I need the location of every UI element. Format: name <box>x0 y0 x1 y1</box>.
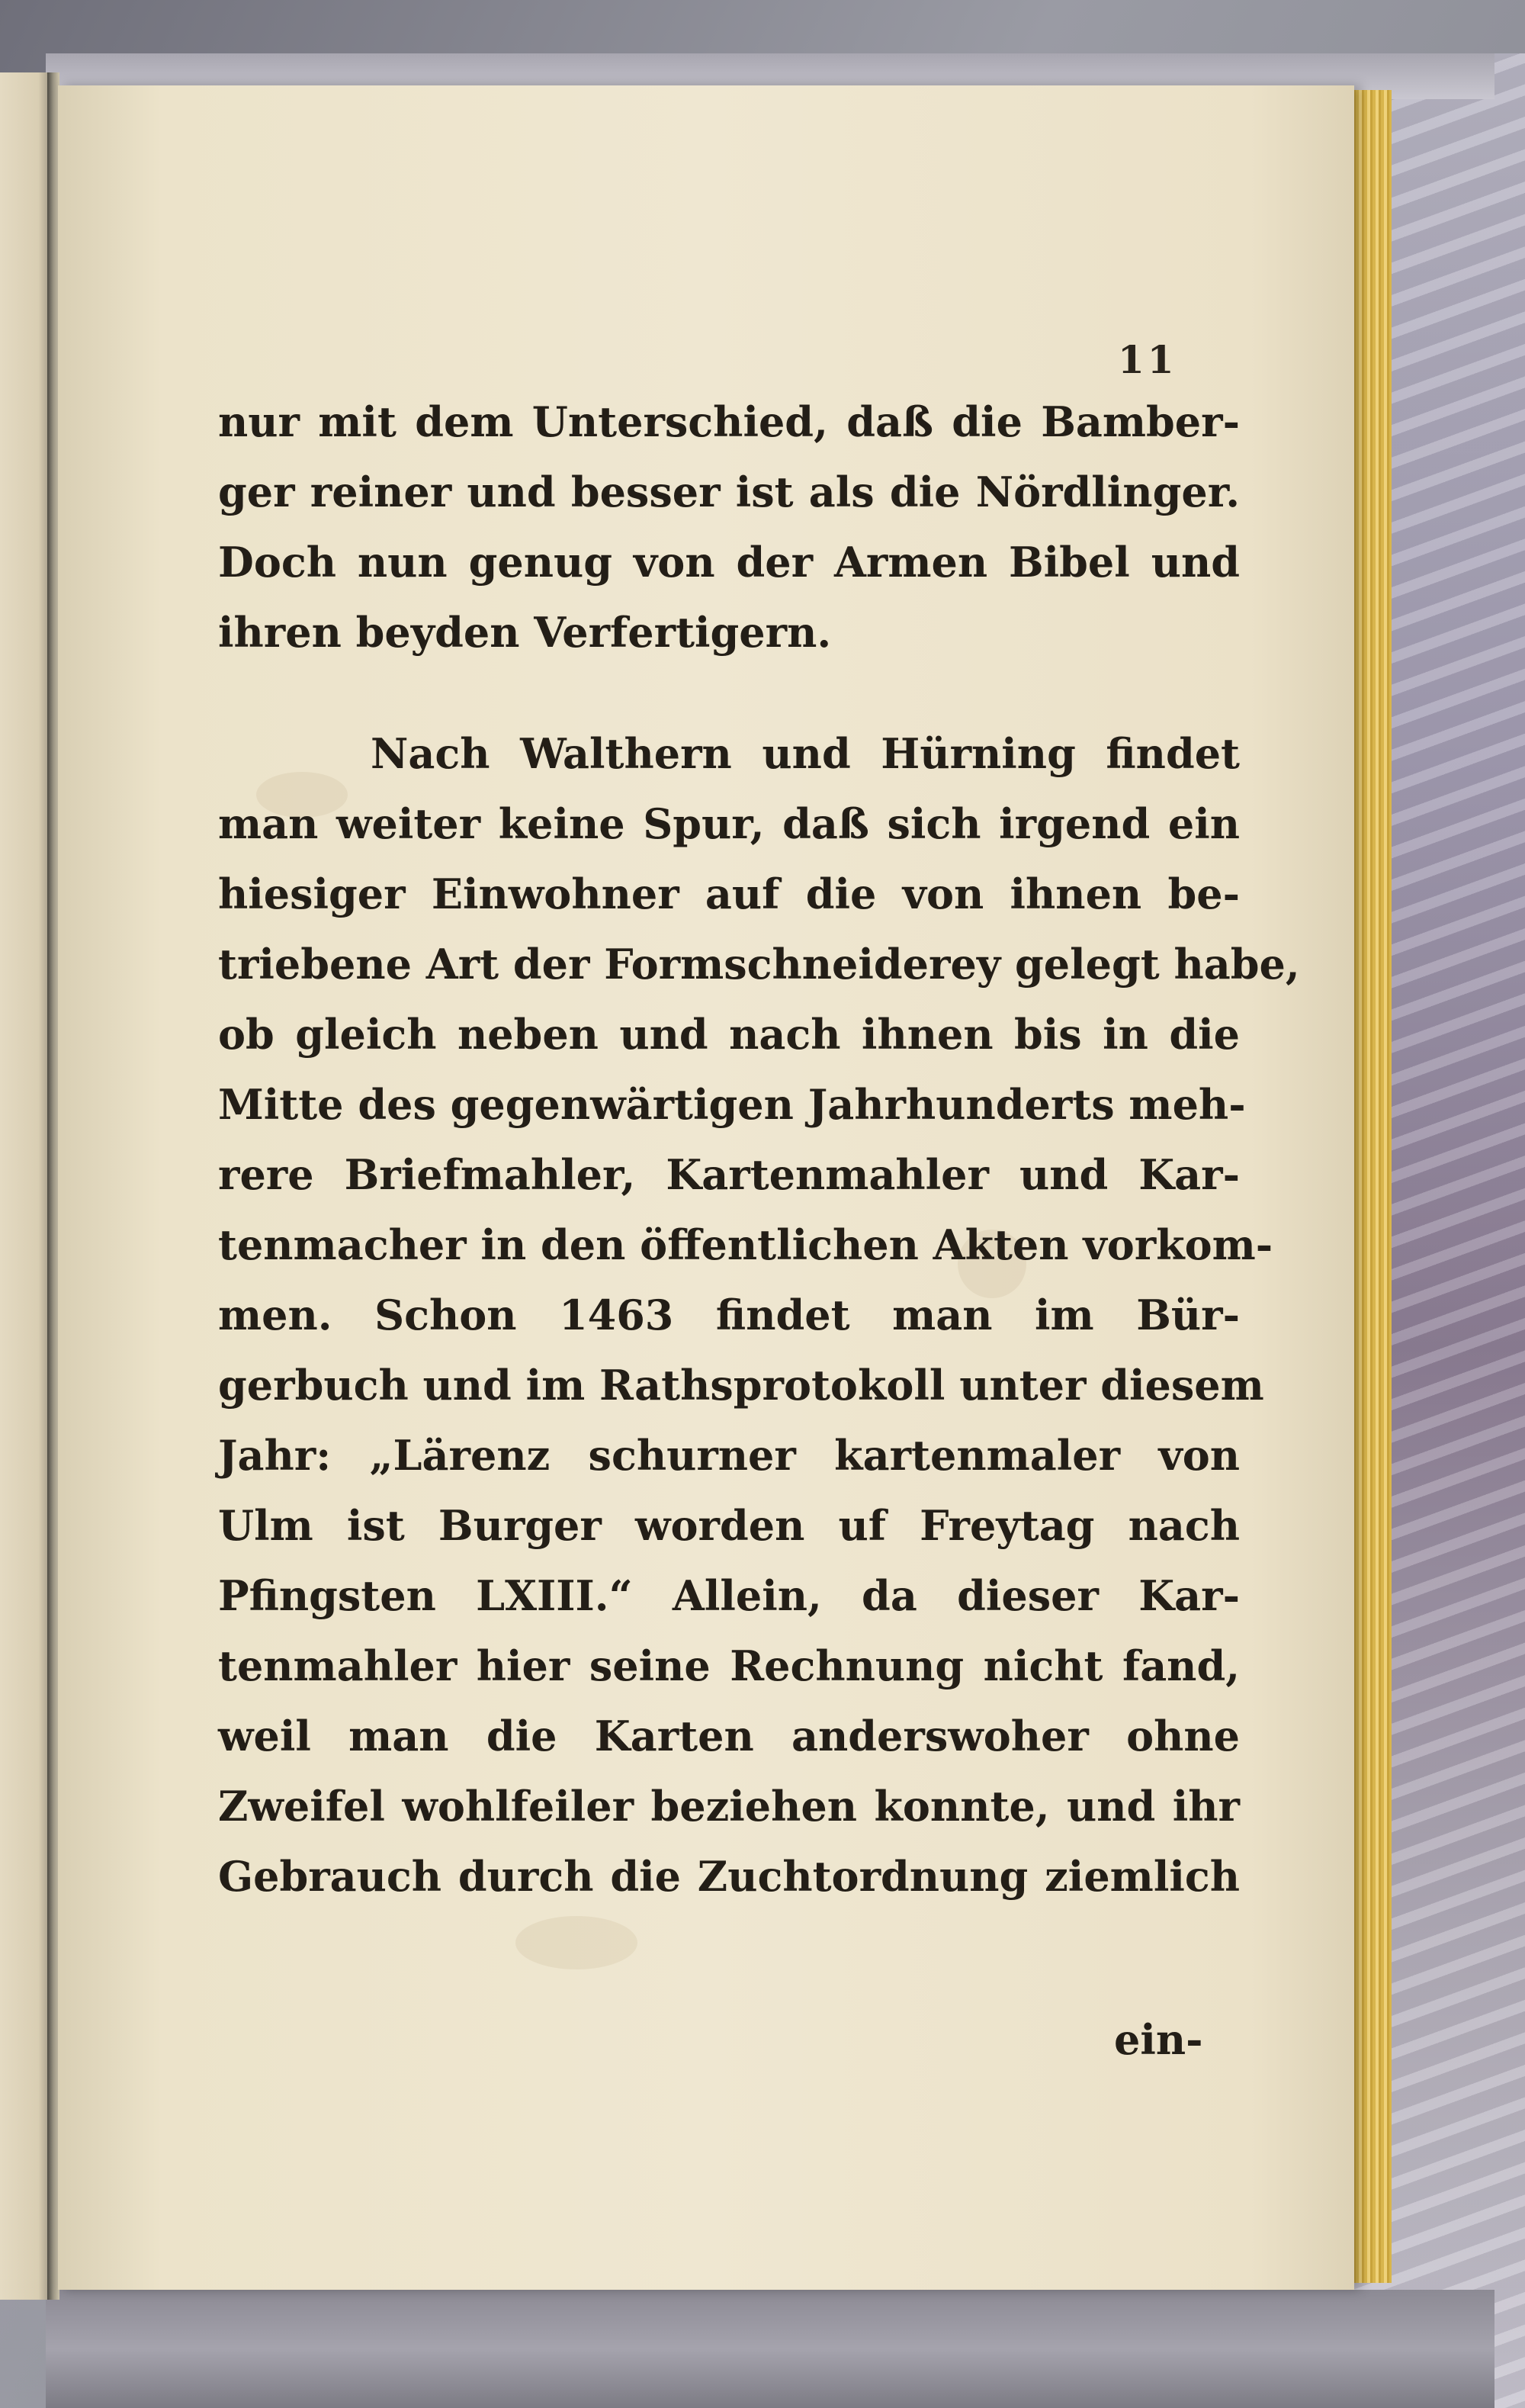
text-line: Mitte des gegenwärtigen Jahrhunderts meh- <box>218 1080 1246 1129</box>
page-number: 11 <box>1118 337 1177 382</box>
text-line: ob gleich neben und nach ihnen bis in die <box>218 1010 1240 1059</box>
text-line: men. Schon 1463 findet man im Bür- <box>218 1291 1240 1339</box>
paragraph-2 <box>218 719 1300 1911</box>
text-line: hiesiger Einwohner auf die von ihnen be- <box>218 870 1240 918</box>
text-line: rere Briefmahler, Kartenmahler und Kar- <box>218 1150 1240 1199</box>
text-line: Gebrauch durch die Zuchtordnung ziemlich <box>218 1852 1240 1901</box>
text-line: ger reiner und besser ist als die Nördlinger. <box>218 468 1240 516</box>
text-line: Zweifel wohlfeiler beziehen konnte, und ihr <box>218 1782 1240 1831</box>
catchword: ein- <box>1114 2015 1203 2064</box>
text-line: gerbuch und im Rathsprotokoll unter diesem <box>218 1361 1264 1410</box>
cover-bottom-edge <box>46 2290 1494 2408</box>
text-line: ihren beyden Verfertigern. <box>218 608 832 657</box>
text-line: Pfingsten LXIII.“ Allein, da dieser Kar- <box>218 1571 1240 1620</box>
text-line: weil man die Karten anderswoher ohne <box>218 1712 1240 1760</box>
text-line: nur mit dem Unterschied, daß die Bamber- <box>218 397 1240 446</box>
text-line: Nach Walthern und Hürning findet <box>371 729 1240 778</box>
text-line: Ulm ist Burger worden uf Freytag nach <box>218 1501 1240 1550</box>
book-page <box>58 85 1354 2290</box>
foxing-spot <box>515 1916 637 1969</box>
text-line: Doch nun genug von der Armen Bibel und <box>218 538 1240 587</box>
text-line: tenmahler hier seine Rechnung nicht fand, <box>218 1641 1240 1690</box>
text-line: tenmacher in den öffentlichen Akten vorkom- <box>218 1220 1273 1269</box>
paragraph-1 <box>218 387 1240 667</box>
text-line: man weiter keine Spur, daß sich irgend ein <box>218 799 1240 848</box>
text-line: Jahr: „Lärenz schurner kartenmaler von <box>218 1431 1240 1480</box>
text-line: triebene Art der Formschneiderey gelegt habe, <box>218 940 1300 989</box>
